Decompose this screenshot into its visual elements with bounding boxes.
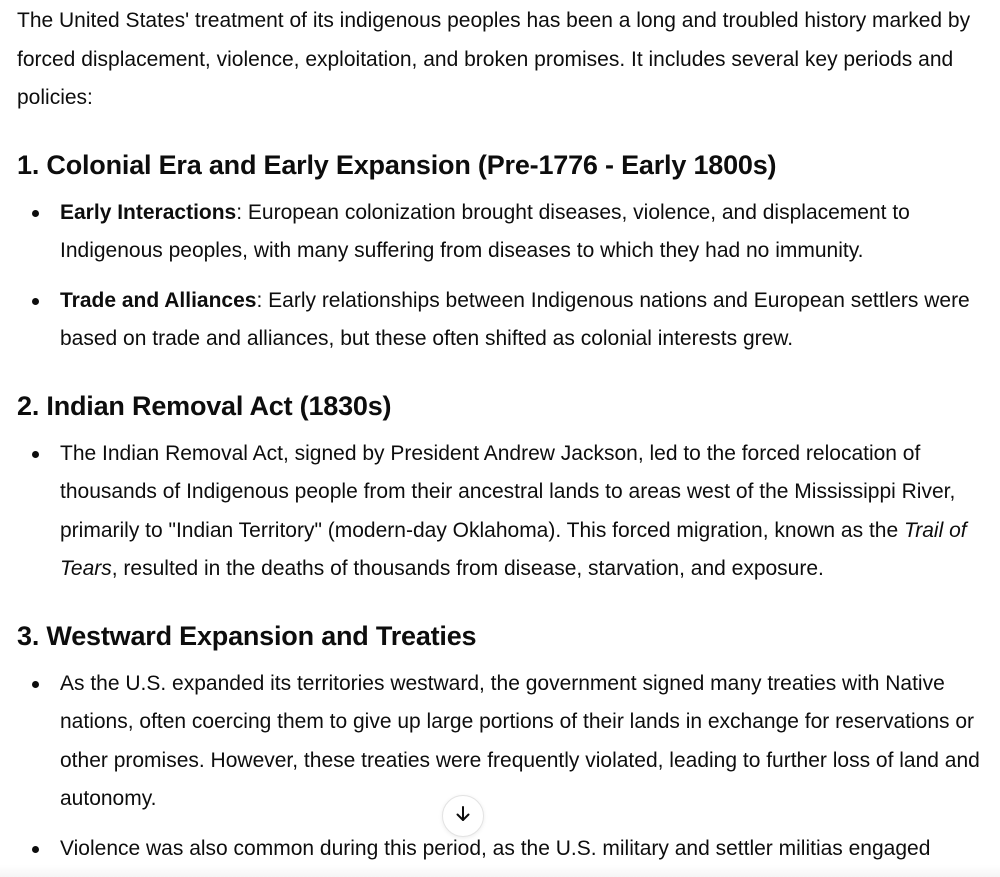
list-item — [17, 194, 992, 271]
bullet-text: As the U.S. expanded its territories westward, the government signed many treaties with Native nations, often coercing them to give up large portions of their lands in exchange for reservations or other promises. However, these treaties were frequently violated, leading to further loss of land and autonomy. — [60, 671, 980, 810]
bullet-bold-term: Early Interactions — [60, 200, 237, 224]
bullet-list-indian-removal-act — [17, 435, 992, 589]
bullet-dot — [32, 681, 39, 688]
bullet-text: The Indian Removal Act, signed by President Andrew Jackson, led to the forced relocation of thousands of Indigenous people from their ancestral lands to areas west of the Mississippi River, primarily to "Indian Territory" (modern-day Oklahoma). This forced migration, known as the — [60, 441, 956, 542]
list-item — [17, 435, 992, 589]
section-heading-colonial-era: 1. Colonial Era and Early Expansion (Pre-1776 - Early 1800s) — [17, 149, 777, 180]
intro-paragraph: The United States' treatment of its indigenous peoples has been a long and troubled history marked by forced displacement, violence, exploitation, and broken promises. It includes several key periods and policies: — [17, 9, 971, 109]
scroll-to-bottom-button[interactable] — [442, 795, 484, 837]
bullet-list-colonial-era — [17, 194, 992, 359]
bullet-dot — [32, 846, 39, 853]
bullet-list-westward-expansion — [17, 665, 992, 869]
bullet-dot — [32, 451, 39, 458]
list-item — [17, 282, 992, 359]
bullet-dot — [32, 298, 39, 305]
section-heading-indian-removal-act: 2. Indian Removal Act (1830s) — [17, 390, 392, 421]
bullet-bold-term: Trade and Alliances — [60, 288, 257, 312]
bullet-text: Violence was also common during this period, as the U.S. military and settler militias engaged — [60, 836, 931, 860]
bullet-text-after: , resulted in the deaths of thousands from disease, starvation, and exposure. — [111, 557, 824, 580]
list-item — [17, 830, 992, 869]
message-content — [17, 0, 992, 868]
arrow-down-icon — [453, 804, 473, 829]
list-item — [17, 665, 992, 819]
bullet-dot — [32, 210, 39, 217]
section-heading-westward-expansion: 3. Westward Expansion and Treaties — [17, 620, 477, 651]
bullet-text: : European colonization brought diseases, violence, and displacement to Indigenous peoples, with many suffering from diseases to which they had no immunity. — [60, 200, 910, 262]
bullet-italic-term: Trail of Tears — [60, 518, 967, 580]
bullet-text: : Early relationships between Indigenous nations and European settlers were based on trade and alliances, but these often shifted as colonial interests grew. — [60, 288, 970, 350]
bottom-fade — [0, 865, 1000, 877]
